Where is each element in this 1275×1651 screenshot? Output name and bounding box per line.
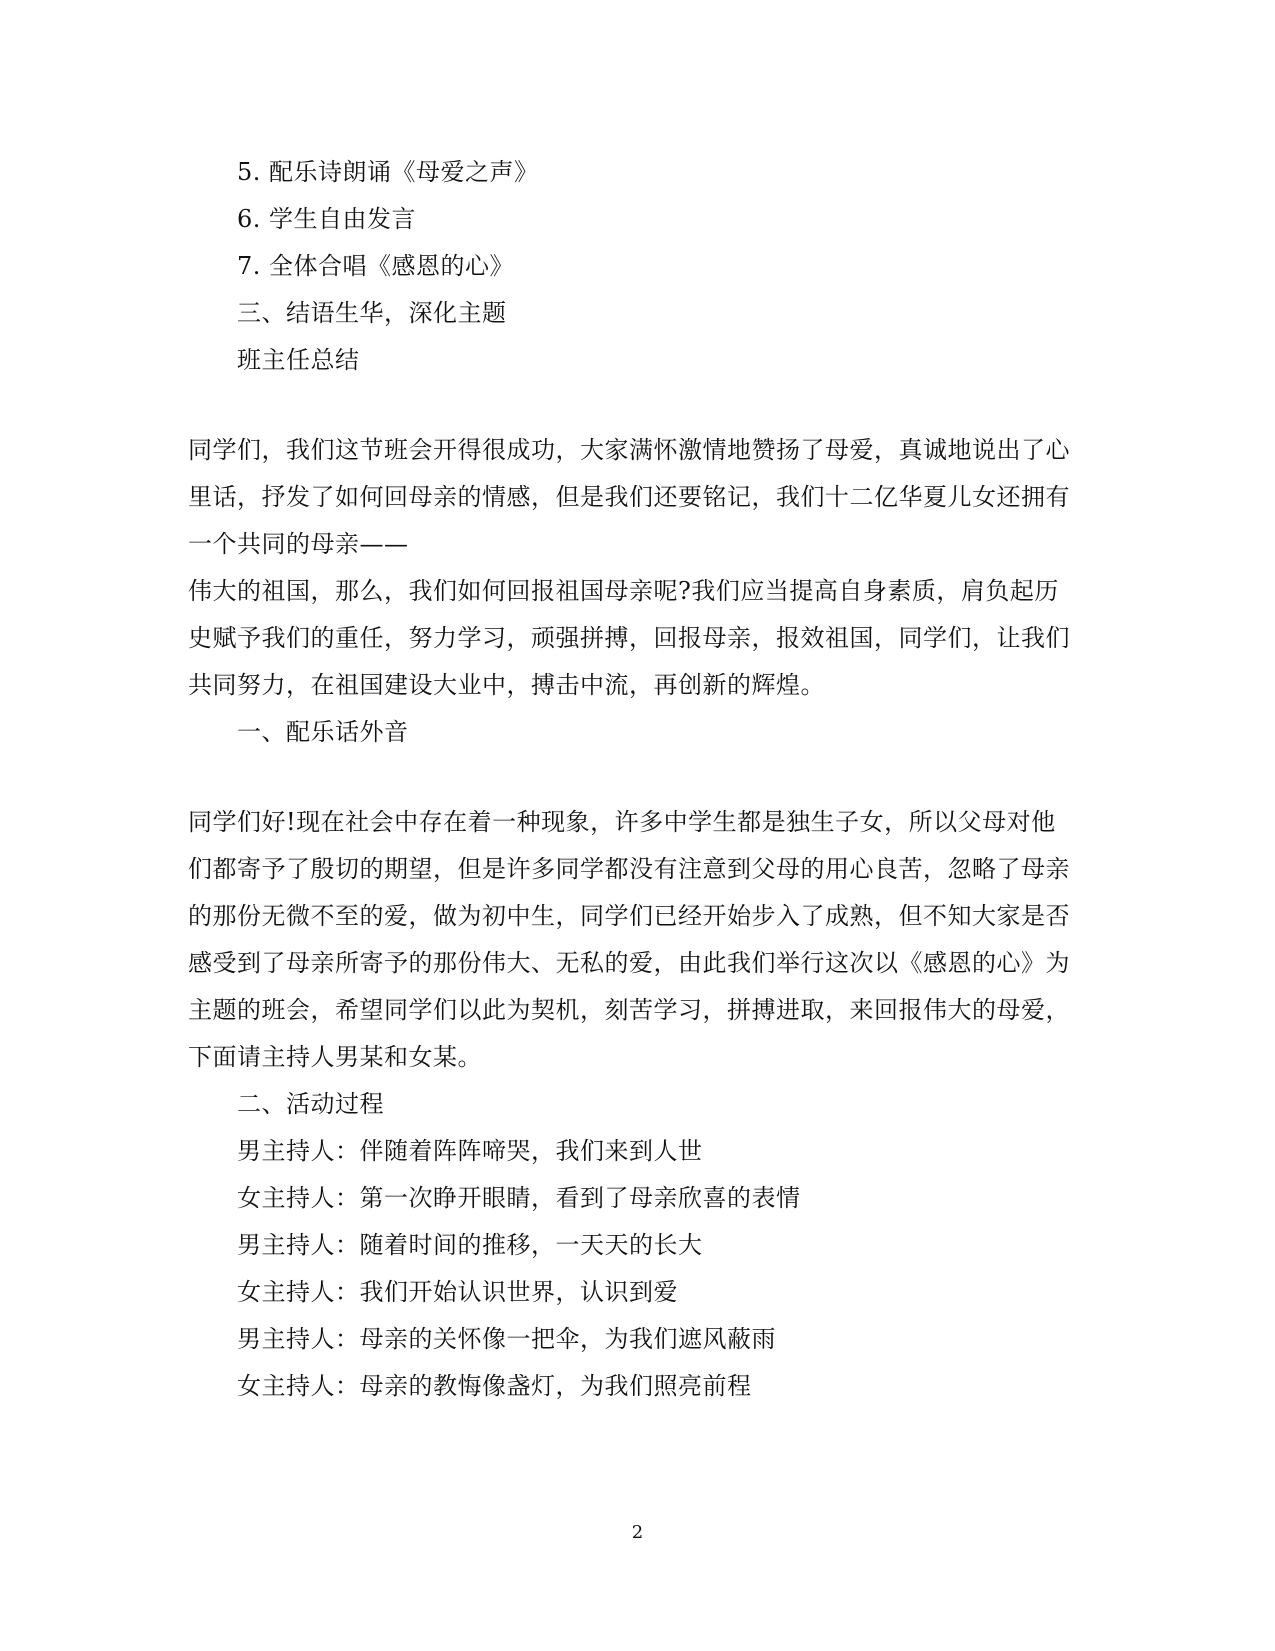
paragraph-line: 史赋予我们的重任，努力学习，顽强拼搏，回报母亲，报效祖国，同学们，让我们: [188, 624, 1070, 652]
list-item: 7. 全体合唱《感恩的心》: [237, 252, 515, 280]
paragraph-line: 伟大的祖国，那么，我们如何回报祖国母亲呢?我们应当提高自身素质，肩负起历: [188, 577, 1059, 605]
paragraph-line: 的那份无微不至的爱，做为初中生，同学们已经开始步入了成熟，但不知大家是否: [188, 902, 1070, 930]
paragraph-line: 同学们好!现在社会中存在着一种现象，许多中学生都是独生子女，所以父母对他: [188, 808, 1056, 836]
dialogue-line: 男主持人：随着时间的推移，一天天的长大: [237, 1231, 703, 1259]
dialogue-line: 女主持人：第一次睁开眼睛，看到了母亲欣喜的表情: [237, 1184, 801, 1212]
list-item: 5. 配乐诗朗诵《母爱之声》: [237, 158, 539, 186]
paragraph-line: 主题的班会，希望同学们以此为契机，刻苦学习，拼搏进取，来回报伟大的母爱，: [188, 996, 1070, 1024]
paragraph-line: 感受到了母亲所寄予的那份伟大、无私的爱，由此我们举行这次以《感恩的心》为: [188, 949, 1070, 977]
paragraph-line: 一个共同的母亲——: [188, 530, 409, 558]
page-number: 2: [631, 1522, 644, 1543]
paragraph-line: 同学们，我们这节班会开得很成功，大家满怀激情地赞扬了母爱，真诚地说出了心: [188, 436, 1070, 464]
paragraph-line: 共同努力，在祖国建设大业中，搏击中流，再创新的辉煌。: [188, 671, 825, 699]
list-item: 6. 学生自由发言: [237, 205, 417, 233]
list-item: 班主任总结: [237, 346, 360, 374]
paragraph-line: 们都寄予了殷切的期望，但是许多同学都没有注意到父母的用心良苦，忽略了母亲: [188, 855, 1070, 883]
paragraph-line: 里话，抒发了如何回母亲的情感，但是我们还要铭记，我们十二亿华夏儿女还拥有: [188, 483, 1070, 511]
section-heading: 一、配乐话外音: [237, 718, 409, 746]
dialogue-line: 男主持人：伴随着阵阵啼哭，我们来到人世: [237, 1137, 703, 1165]
section-heading: 二、活动过程: [237, 1090, 384, 1118]
section-heading: 三、结语生华，深化主题: [237, 299, 507, 327]
dialogue-line: 女主持人：我们开始认识世界，认识到爱: [237, 1278, 678, 1306]
dialogue-line: 女主持人：母亲的教悔像盏灯，为我们照亮前程: [237, 1372, 752, 1400]
dialogue-line: 男主持人：母亲的关怀像一把伞，为我们遮风蔽雨: [237, 1325, 776, 1353]
paragraph-line: 下面请主持人男某和女某。: [188, 1043, 482, 1071]
